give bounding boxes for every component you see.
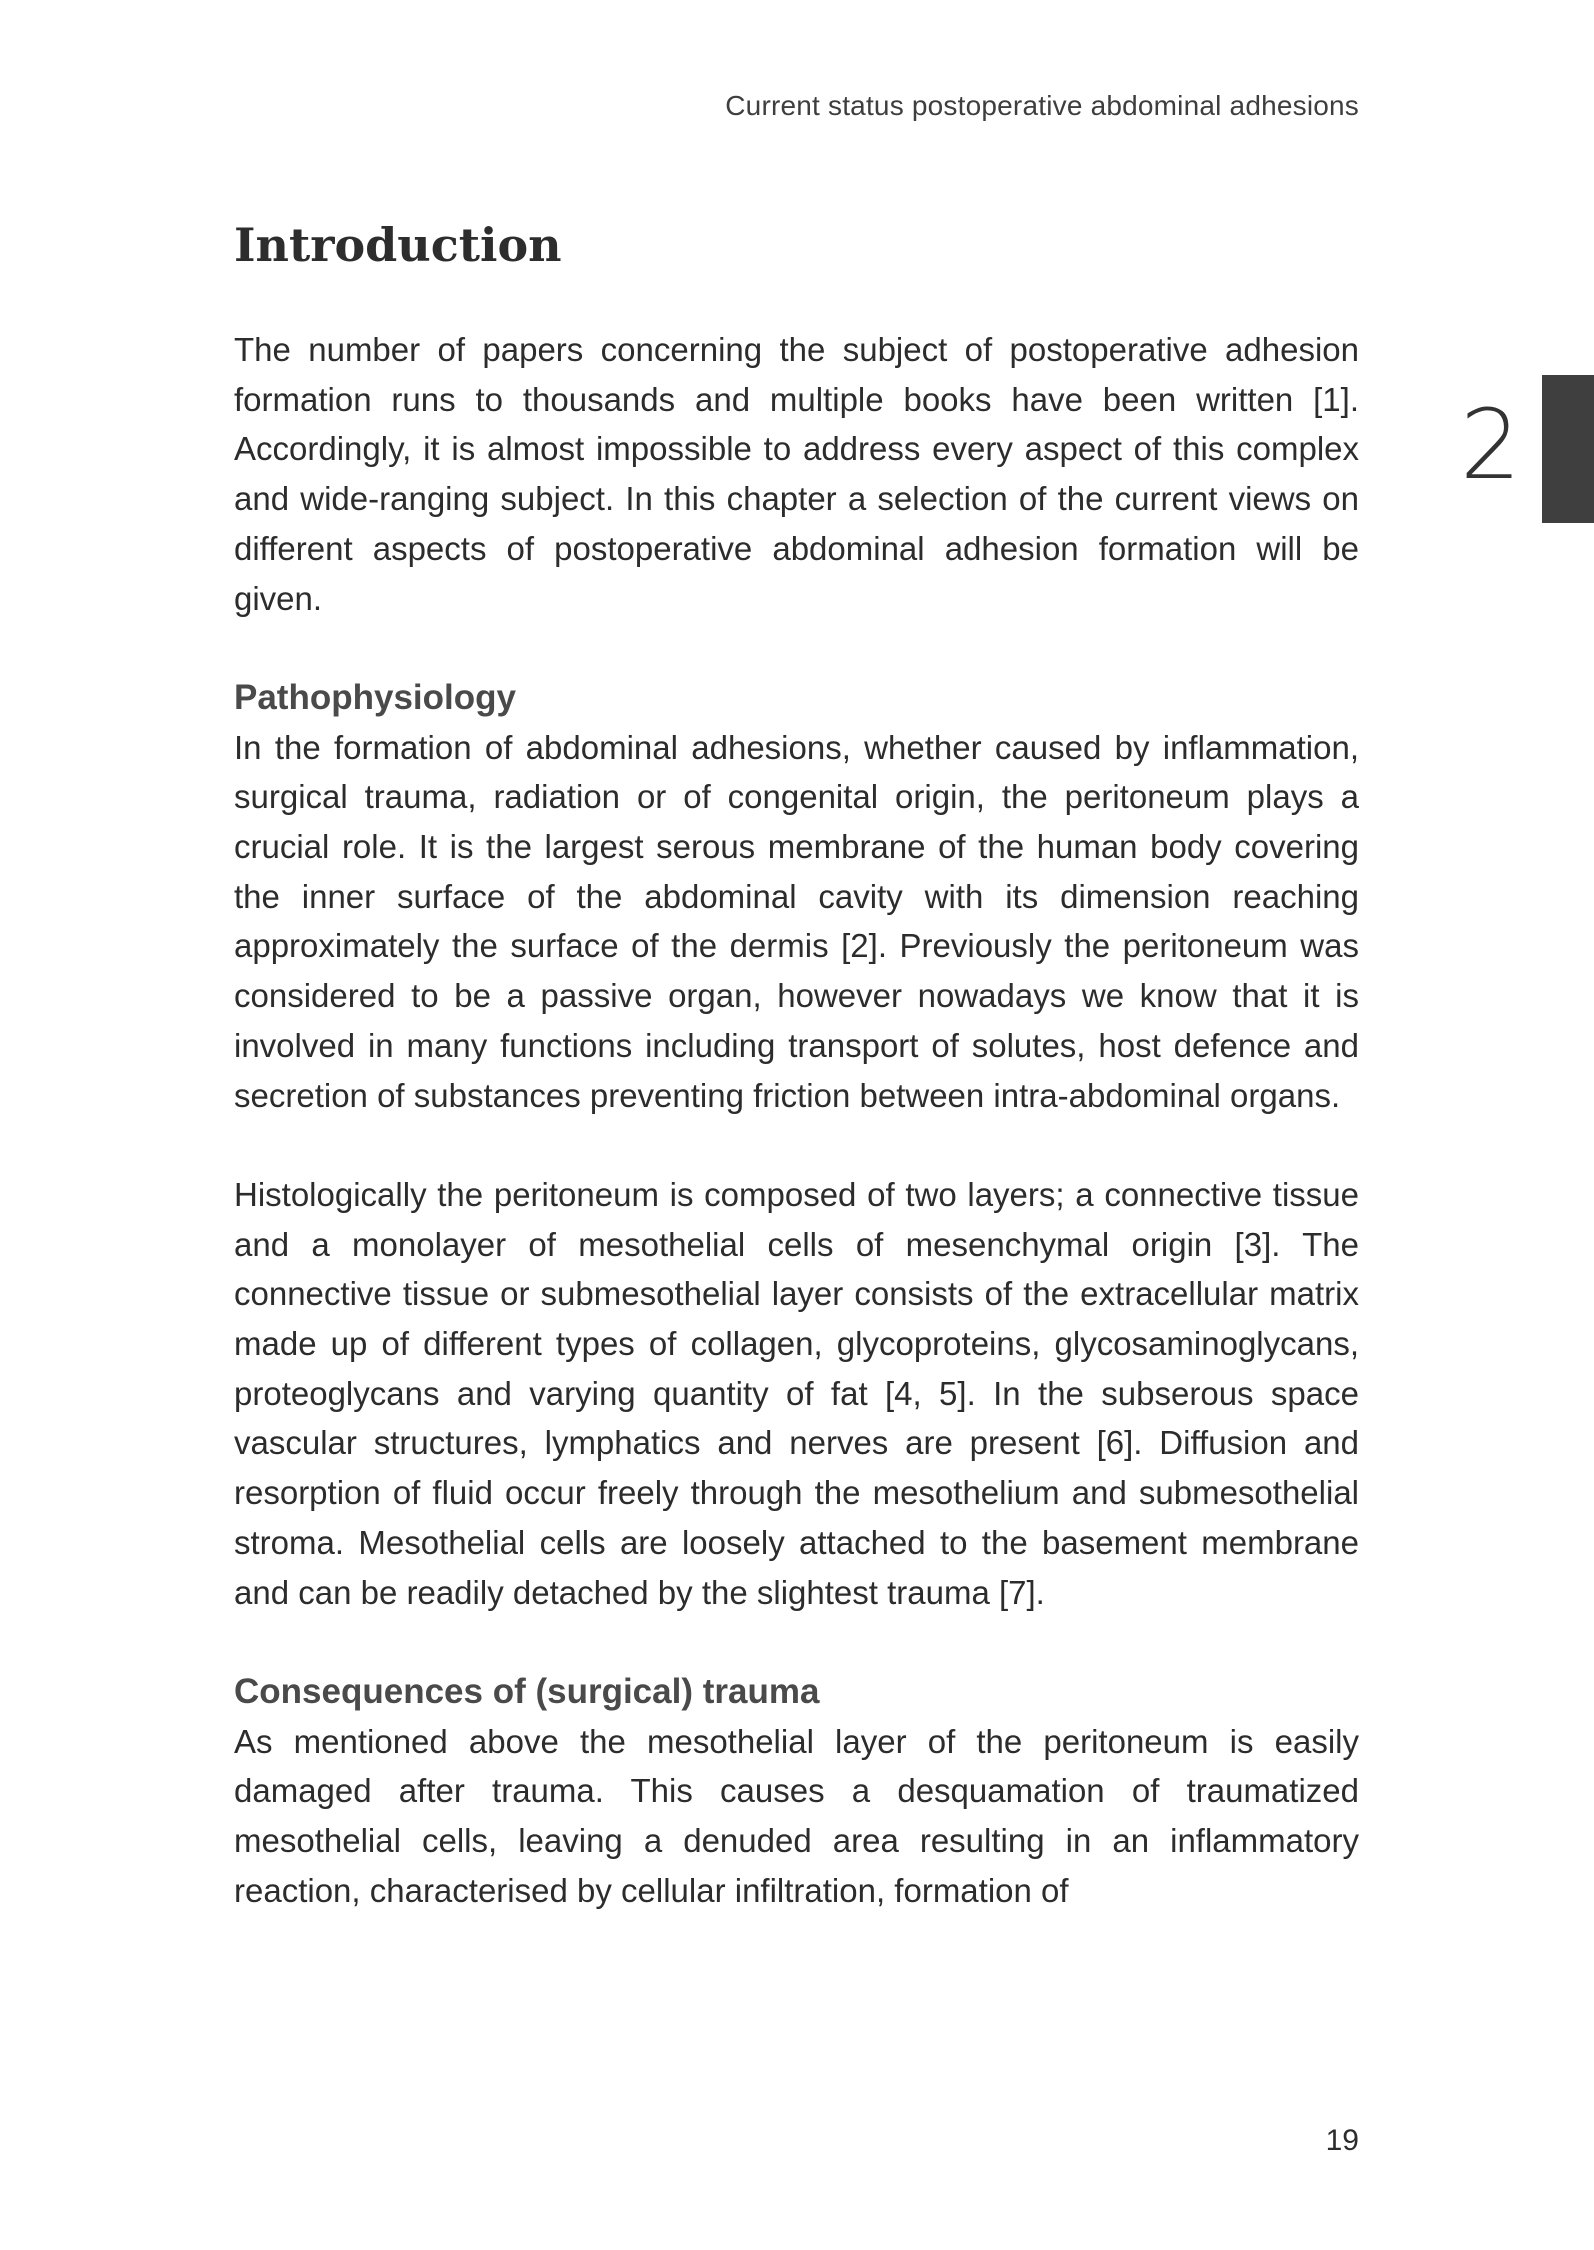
running-header: Current status postoperative abdominal adhesions xyxy=(725,90,1359,121)
pathophysiology-paragraph-2: Histologically the peritoneum is composed of two layers; a connective tissue and a monolayer of mesothelial cells of mesenchymal origin [3]. The connective tissue or submesothelial layer consists of the extracellular matrix made up of different types of collagen, glycoproteins, glycosaminoglycans, proteoglycans and varying quantity of fat [4, 5]. In the subserous space vascular structures, lymphatics and nerves are present [6]. Diffusion and resorption of fluid occur freely through the mesothelium and submesothelial stroma. Mesothelial cells are loosely attached to the basement membrane and can be readily detached by the slightest trauma [7]. xyxy=(234,1175,1359,1611)
paragraph-spacer xyxy=(234,623,1359,673)
page-number: 19 xyxy=(1325,2124,1359,2157)
consequences-heading: Consequences of (surgical) trauma xyxy=(234,1671,820,1711)
pathophysiology-paragraph-1: In the formation of abdominal adhesions, whether caused by inflammation, surgical trauma, radiation or of congenital origin, the peritoneum plays a crucial role. It is the largest serous membrane of the human body covering the inner surface of the abdominal cavity with its dimension reaching approximately the surface of the dermis [2]. Previously the peritoneum was considered to be a passive organ, however nowadays we know that it is involved in many functions including transport of solutes, host defence and secretion of substances preventing friction between intra-abdominal organs. xyxy=(234,728,1359,1114)
chapter-number: 2 xyxy=(1460,389,1522,501)
consequences-paragraph-1: As mentioned above the mesothelial layer of the peritoneum is easily damaged after trauma. This causes a desquamation of traumatized mesothelial cells, leaving a denuded area resulting in an inflammatory reaction, characterised by cellular infiltration, formation of xyxy=(234,1722,1359,1909)
chapter-tab-marker xyxy=(1542,375,1594,523)
paragraph-spacer xyxy=(234,1120,1359,1170)
pathophysiology-heading: Pathophysiology xyxy=(234,677,516,717)
intro-paragraph: The number of papers concerning the subject of postoperative adhesion formation runs to thousands and multiple books have been written [1]. Accordingly, it is almost impossible to address every aspect of this complex and wide-ranging subject. In this chapter a selection of the current views on different aspects of postoperative abdominal adhesion formation will be given. xyxy=(234,331,1359,617)
section-title: Introduction xyxy=(234,218,562,272)
paragraph-spacer xyxy=(234,1617,1359,1667)
main-content xyxy=(234,215,1359,1915)
